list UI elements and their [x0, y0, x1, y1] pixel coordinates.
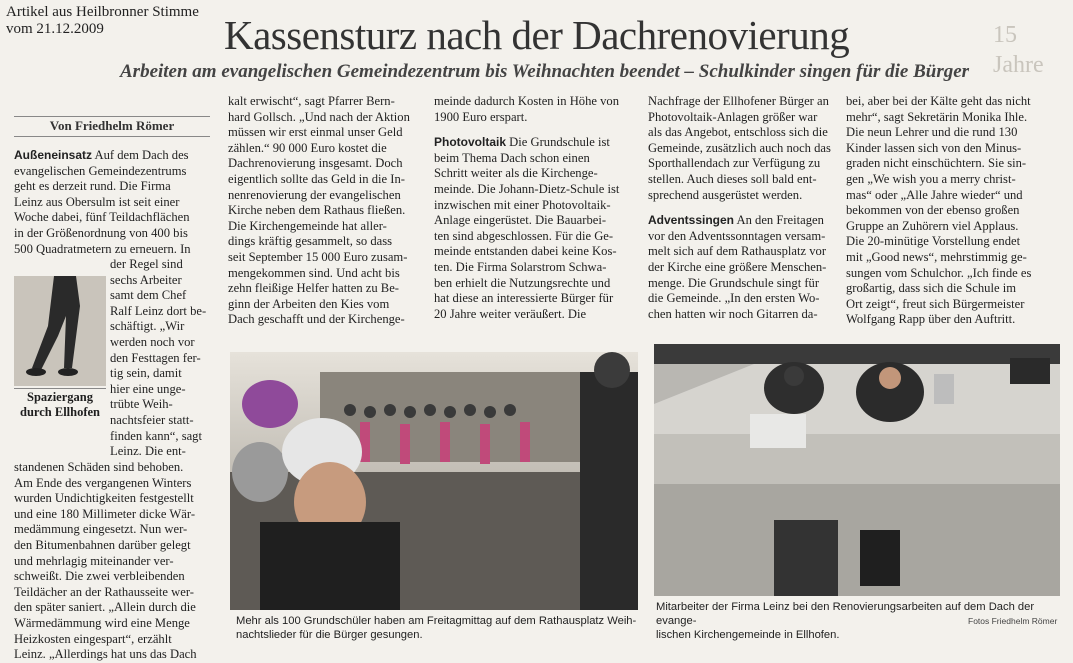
col1-wrap-line: tig sein, damit: [110, 366, 182, 381]
keyword-photovoltaik: Photovoltaik: [434, 135, 507, 150]
col3-line: hat diese an interessierte Bürger für: [434, 291, 614, 306]
col2-line: Die Kirchengemeinde hat aller-: [228, 218, 387, 233]
col5-line: mehr“, sagt Sekretärin Monika Ihle.: [846, 109, 1028, 124]
children-photo-graphic: [230, 352, 638, 610]
column-1-wrap: [110, 257, 210, 460]
photo-children-singing: [230, 352, 638, 610]
col1-line: geht es derzeit rund. Die Firma: [14, 179, 171, 194]
col2-line: nenrenovierung der evangelischen: [228, 187, 401, 202]
col1-line: Heizkosten eingespart“, erzählt: [14, 631, 172, 646]
col3-line: Schritt weiter als die Kirchenge-: [434, 166, 598, 181]
headline: Kassensturz nach der Dachrenovierung: [224, 12, 850, 58]
col3-paragraph-start: [434, 135, 634, 151]
col3-line: meinde entstanden dabei keine Kos-: [434, 244, 617, 259]
col5-line: sungen vom Schulchor. „Ich finde es: [846, 265, 1032, 280]
col4-line: die Gemeinde. „In den ersten Wo-: [648, 291, 820, 306]
side-caption-rule: [14, 388, 106, 389]
photo-credit: Fotos Friedhelm Römer: [968, 616, 1058, 626]
col4-line: sprechend ausgerüstet werden.: [648, 187, 803, 202]
col5-line: Gruppe an Zuhörern viel Applaus.: [846, 218, 1019, 233]
col4-line: Gemeinde, zusätzlich auch noch das: [648, 140, 831, 155]
photo2-caption-line-1: Mitarbeiter der Firma Leinz bei den Renovierungsarbeiten auf dem Dach der evange-: [656, 601, 1035, 627]
photo2-caption-line-2: lischen Kirchengemeinde in Ellhofen.: [656, 629, 840, 641]
col5-line: Wolfgang Rapp über den Auftritt.: [846, 312, 1016, 327]
col4-line: An den Freitagen: [736, 213, 824, 228]
col1-line: 500 Quadratmetern zu erneuern. In: [14, 241, 191, 256]
col5-line: Ort zeigt“, freut sich Bürgermeister: [846, 296, 1025, 311]
column-2: [228, 94, 424, 328]
col3-line: meinde dadurch Kosten in Höhe von: [434, 94, 620, 108]
col4-line: menge. Die Grundschule singt für: [648, 275, 820, 290]
col2-line: ginn der Arbeiten den Kies vom: [228, 296, 390, 311]
col1-line: schweißt. Die zwei verbleibenden: [14, 569, 185, 584]
col1-line: den Bitumenbahnen darüber gelegt: [14, 537, 191, 552]
col2-line: dings kräftig gesammelt, so dass: [228, 234, 393, 249]
col4-line: melt sich auf dem Rathausplatz vor: [648, 244, 827, 259]
bleed-through-text: 15 Jahre: [993, 22, 1044, 78]
col5-line: Kinder lassen sich von den Minus-: [846, 140, 1022, 155]
col5-line: bekommen von der ebenso großen: [846, 203, 1020, 218]
col1-line: evangelischen Gemeindezentrums: [14, 163, 187, 178]
roof-photo-graphic: [654, 344, 1060, 596]
col1-line: den später saniert. „Allein durch die: [14, 600, 196, 615]
col1-wrap-line: Ralf Leinz dort be-: [110, 303, 207, 318]
col1-wrap-line: hier eine unge-: [110, 381, 186, 396]
col4-line: Photovoltaik-Anlagen größer war: [648, 109, 818, 124]
col1-line: Leinz. „Allerdings hat uns das Dach: [14, 647, 197, 662]
col2-line: zählen.“ 90 000 Euro kostet die: [228, 140, 387, 155]
source-note: [6, 4, 199, 38]
col2-line: zehn fleißige Helfer hatten zu Be-: [228, 281, 399, 296]
walk-photo: [14, 276, 106, 386]
col3-line: inzwischen mit einer Photovoltaik-: [434, 197, 611, 212]
column-1-bottom: [14, 460, 210, 663]
col4-line: chen hatten wir noch Gitarren da-: [648, 306, 818, 321]
col2-line: Kirche neben dem Rathaus fließen.: [228, 203, 406, 218]
col1-wrap-line: sechs Arbeiter: [110, 272, 182, 287]
col1-wrap-line: trübte Weih-: [110, 397, 173, 412]
side-caption: Spaziergang durch Ellhofen: [20, 390, 100, 419]
photo-roof-workers: [654, 344, 1060, 596]
col1-wrap-line: samt dem Chef: [110, 288, 187, 303]
col1-line: Woche dabei, fünf Teildachflächen: [14, 210, 190, 225]
col1-line: und eine 180 Millimeter dicke Wär-: [14, 506, 196, 521]
col3-line: Die Grundschule ist: [509, 135, 610, 150]
col1-line: Auf dem Dach des: [94, 148, 189, 162]
photo1-caption: [236, 614, 642, 642]
col4-line: vor den Adventssonntagen versam-: [648, 228, 826, 243]
col3-line: Anlage eingerüstet. Die Bauarbei-: [434, 213, 607, 228]
col3-line: beim Thema Dach schon einen: [434, 150, 590, 165]
col1-line: medämmung eingesetzt. Nun wer-: [14, 522, 188, 537]
col2-line: müssen wir erst einmal unser Geld: [228, 125, 403, 140]
col4-line: der Kirche eine größere Menschen-: [648, 259, 827, 274]
col4-line: Nachfrage der Ellhofener Bürger an: [648, 94, 829, 108]
author-rule-bottom: [14, 136, 210, 137]
col1-wrap-line: nachtsfeier statt-: [110, 412, 194, 427]
col3-line: ten sind abgeschlossen. Für die Ge-: [434, 228, 614, 243]
subheadline: Arbeiten am evangelischen Gemeindezentrum bis Weihnachten beendet – Schulkinder singen für die Bürger: [120, 61, 970, 82]
col1-wrap-line: der Regel sind: [110, 257, 183, 271]
col4-line: als das Angebot, entschloss sich die: [648, 125, 828, 140]
col1-line: Teildächer an der Rathausseite wer-: [14, 584, 194, 599]
col5-line: graden nicht einschüchtern. Sie sin-: [846, 156, 1027, 171]
col1-line: in der Größenordnung von 400 bis: [14, 225, 188, 240]
col1-wrap-line: werden noch vor: [110, 334, 195, 349]
col3-line: ben erhielt die Nutzungsrechte und: [434, 275, 611, 290]
col5-line: bei, aber bei der Kälte geht das nicht: [846, 94, 1031, 108]
col3-line: 20 Jahre weiter veräußert. Die: [434, 306, 587, 321]
col1-wrap-line: finden kann“, sagt: [110, 428, 202, 443]
author-line: Von Friedhelm Römer: [49, 118, 175, 133]
col4-line: stellen. Auch dieses soll bald ent-: [648, 171, 817, 186]
col4-paragraph-start: [648, 213, 834, 229]
col3-line: ten. Die Firma Solarstrom Schwa-: [434, 259, 607, 274]
col5-line: gen „We wish you a merry christ-: [846, 171, 1016, 186]
col1-wrap-line: schäftigt. „Wir: [110, 319, 185, 334]
photo1-caption-line-1: Mehr als 100 Grundschüler haben am Freitagmittag auf dem Rathausplatz Weih-: [236, 615, 637, 627]
col4-spacer: [648, 203, 834, 213]
photo1-caption-line-2: nachtslieder für die Bürger gesungen.: [236, 629, 423, 641]
col2-line: kalt erwischt“, sagt Pfarrer Bern-: [228, 94, 395, 108]
col1-line: und mehrlagig miteinander ver-: [14, 553, 174, 568]
col2-line: hard Gollsch. „Und nach der Aktion: [228, 109, 410, 124]
col2-line: eigentlich sollte das Geld in die In-: [228, 171, 405, 186]
col1-line: Wärmedämmung wird eine Menge: [14, 615, 190, 630]
col1-wrap-line: Leinz. Die ent-: [110, 444, 186, 459]
keyword-advent: Adventssingen: [648, 213, 735, 228]
keyword-aussen: Außeneinsatz: [14, 148, 93, 162]
col2-line: mengekommen sind. Und acht bis: [228, 265, 400, 280]
source-line-1: Artikel aus Heilbronner Stimme: [6, 4, 199, 20]
col1-line: Am Ende des vergangenen Winters: [14, 475, 192, 490]
col4-line: Sporthallendach zur Verfügung zu: [648, 156, 821, 171]
col3-line: meinde. Die Johann-Dietz-Schule ist: [434, 181, 620, 196]
walk-photo-graphic: [14, 276, 106, 386]
author-rule-top: [14, 116, 210, 117]
col5-line: Die 20-minütige Vorstellung endet: [846, 234, 1021, 249]
col5-line: großartig, dass sich die Schule im: [846, 281, 1016, 296]
col2-line: Dachrenovierung insgesamt. Doch: [228, 156, 403, 171]
col1-line: standenen Schäden sind behoben.: [14, 460, 184, 474]
col1-line: wurden Undichtigkeiten festgestellt: [14, 491, 194, 506]
col1-line: Leinz aus Obersulm ist seit einer: [14, 194, 180, 209]
column-1-top: [14, 148, 210, 257]
col2-line: seit September 15 000 Euro zusam-: [228, 249, 408, 264]
col5-line: mas“ oder „Alle Jahre wieder“ und: [846, 187, 1023, 202]
col1-paragraph-start: [14, 148, 210, 164]
col2-line: Dach geschafft und der Kirchenge-: [228, 312, 405, 327]
col1-wrap-line: den Festtagen fer-: [110, 350, 201, 365]
column-5: [846, 94, 1054, 328]
column-3: [434, 94, 634, 322]
col3-spacer: [434, 125, 634, 135]
source-line-2: vom 21.12.2009: [6, 21, 104, 37]
column-4: [648, 94, 834, 322]
col5-line: mit „Good news“, mehrstimmig ge-: [846, 249, 1027, 264]
col3-line: 1900 Euro erspart.: [434, 109, 528, 124]
col5-line: Die neun Lehrer und die rund 130: [846, 125, 1018, 140]
